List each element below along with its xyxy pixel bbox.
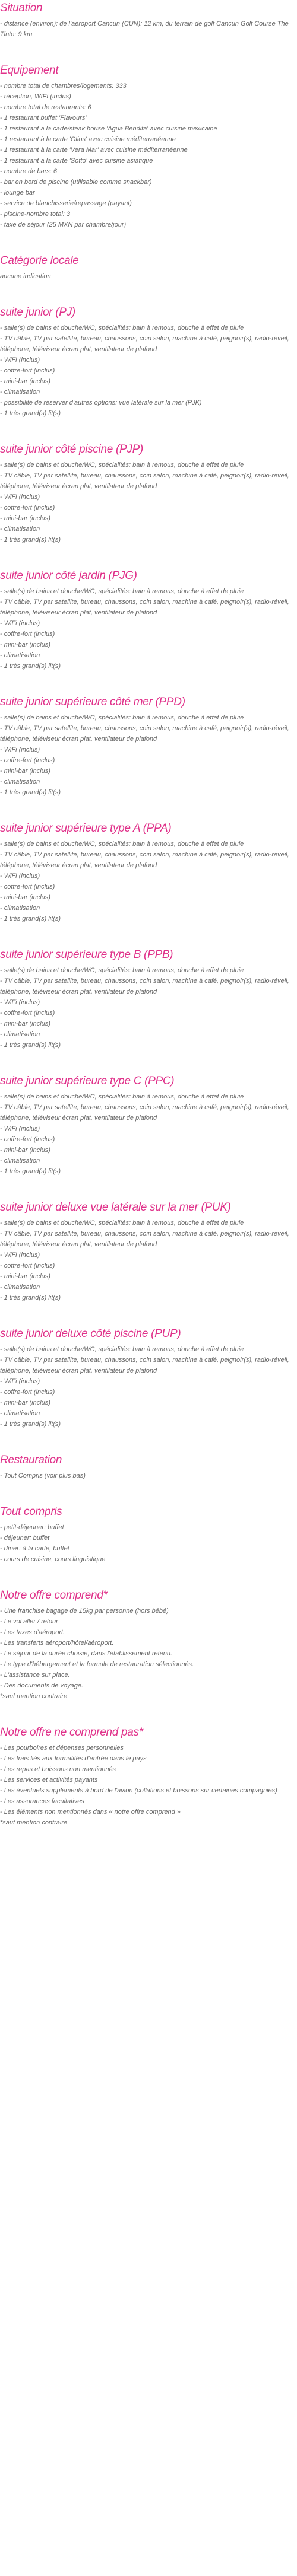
list-item: - 1 restaurant buffet 'Flavours' <box>0 114 87 122</box>
section-body <box>0 460 297 545</box>
list-item: - Une franchise bagage de 15kg par personne (hors bébé) <box>0 1607 169 1615</box>
section <box>0 1 297 40</box>
section-spacer <box>0 419 297 442</box>
list-item: - coffre-fort (inclus) <box>0 631 55 638</box>
list-item: - mini-bar (inclus) <box>0 1399 50 1406</box>
section-title: suite junior deluxe côté piscine (PUP) <box>0 1327 181 1340</box>
section-body <box>0 1470 297 1481</box>
list-item: - salle(s) de bains et douche/WC, spécialités: bain à remous, douche à effet de pluie <box>0 967 244 974</box>
list-item: - TV câble, TV par satellite, bureau, chaussons, coin salon, machine à café, peignoir(s), radio-réveil, téléphone, téléviseur écran plat, ventilateur de plafond <box>0 598 289 616</box>
section <box>0 1074 297 1177</box>
list-item: - bar en bord de piscine (utilisable comme snackbar) <box>0 179 152 186</box>
section-title: suite junior supérieure côté mer (PPD) <box>0 696 185 708</box>
list-item: - Le séjour de la durée choisie, dans l'établissement retenu. <box>0 1650 173 1657</box>
list-item: - TV câble, TV par satellite, bureau, chaussons, coin salon, machine à café, peignoir(s), radio-réveil, téléphone, téléviseur écran plat, ventilateur de plafond <box>0 725 289 743</box>
list-item: - WiFi (inclus) <box>0 493 40 501</box>
list-item: - 1 très grand(s) lit(s) <box>0 410 61 417</box>
list-item: - salle(s) de bains et douche/WC, spécialités: bain à remous, douche à effet de pluie <box>0 1219 244 1227</box>
section-title: Tout compris <box>0 1505 62 1518</box>
list-item: - nombre total de chambres/logements: 333 <box>0 82 127 90</box>
list-item: - TV câble, TV par satellite, bureau, chaussons, coin salon, machine à café, peignoir(s), radio-réveil, téléphone, téléviseur écran plat, ventilateur de plafond <box>0 1357 289 1374</box>
list-item: - possibilité de réserver d'autres options: vue latérale sur la mer (PJK) <box>0 399 202 406</box>
list-item: - 1 très grand(s) lit(s) <box>0 915 61 922</box>
list-item: - TV câble, TV par satellite, bureau, chaussons, coin salon, machine à café, peignoir(s), radio-réveil, téléphone, téléviseur écran plat, ventilateur de plafond <box>0 472 289 490</box>
list-item: - mini-bar (inclus) <box>0 768 50 775</box>
list-item: - Tout Compris (voir plus bas) <box>0 1472 86 1479</box>
list-item: - 1 très grand(s) lit(s) <box>0 1168 61 1175</box>
section-body <box>0 1091 297 1177</box>
list-item: - WiFi (inclus) <box>0 1125 40 1132</box>
section-title: suite junior supérieure type C (PPC) <box>0 1075 175 1087</box>
list-item: - Les éléments non mentionnés dans « notre offre comprend » <box>0 1808 181 1816</box>
list-item: - Le type d'hébergement et la formule de restauration sélectionnés. <box>0 1661 194 1668</box>
section <box>0 569 297 671</box>
section-spacer <box>0 1702 297 1725</box>
list-item: - climatisation <box>0 778 40 785</box>
section-spacer <box>0 1303 297 1327</box>
list-item: - coffre-fort (inclus) <box>0 504 55 511</box>
list-item: - 1 restaurant à la carte/steak house 'Agua Bendita' avec cuisine mexicaine <box>0 125 217 132</box>
section-body <box>0 271 297 282</box>
list-item: - WiFi (inclus) <box>0 999 40 1006</box>
section <box>0 1201 297 1303</box>
section-spacer <box>0 230 297 254</box>
list-item: - taxe de séjour (25 MXN par chambre/jour) <box>0 221 127 228</box>
list-item: - coffre-fort (inclus) <box>0 883 55 890</box>
section-body <box>0 323 297 419</box>
list-item: - petit-déjeuner: buffet <box>0 1524 64 1531</box>
list-item: - 1 restaurant à la carte 'Olios' avec cuisine méditerranéenne <box>0 136 176 143</box>
section <box>0 254 297 282</box>
list-item: - climatisation <box>0 652 40 659</box>
list-item: - L'assistance sur place. <box>0 1671 70 1679</box>
section-title: Notre offre ne comprend pas* <box>0 1726 143 1738</box>
list-item: - Les éventuels suppléments à bord de l'avion (collations et boissons sur certaines compagnies) <box>0 1787 277 1794</box>
list-item: - climatisation <box>0 905 40 912</box>
list-item: - 1 très grand(s) lit(s) <box>0 536 61 543</box>
list-item: - salle(s) de bains et douche/WC, spécialités: bain à remous, douche à effet de pluie <box>0 324 244 332</box>
list-item: - Les assurances facultatives <box>0 1798 84 1805</box>
list-item: - Les pourboires et dépenses personnelles <box>0 1744 124 1752</box>
list-item: - mini-bar (inclus) <box>0 1273 50 1280</box>
list-item: - TV câble, TV par satellite, bureau, chaussons, coin salon, machine à café, peignoir(s), radio-réveil, téléphone, téléviseur écran plat, ventilateur de plafond <box>0 335 289 353</box>
list-item: - 1 très grand(s) lit(s) <box>0 663 61 670</box>
list-item: - 1 très grand(s) lit(s) <box>0 1042 61 1049</box>
section-title: suite junior supérieure type A (PPA) <box>0 822 172 835</box>
list-item: - mini-bar (inclus) <box>0 641 50 648</box>
section-spacer <box>0 1050 297 1074</box>
list-item: - WiFi (inclus) <box>0 873 40 880</box>
section <box>0 1725 297 1828</box>
list-item: - mini-bar (inclus) <box>0 515 50 522</box>
section-body <box>0 586 297 671</box>
section-spacer <box>0 40 297 63</box>
section-spacer <box>0 1481 297 1505</box>
list-item: - piscine-nombre total: 3 <box>0 211 70 218</box>
section-body <box>0 1218 297 1303</box>
section-spacer <box>0 545 297 569</box>
section <box>0 1453 297 1481</box>
section <box>0 695 297 798</box>
list-item: - 1 très grand(s) lit(s) <box>0 1294 61 1301</box>
list-item: - mini-bar (inclus) <box>0 894 50 901</box>
section-body <box>0 1606 297 1702</box>
list-item: - mini-bar (inclus) <box>0 1147 50 1154</box>
list-item: - climatisation <box>0 389 40 396</box>
list-item: - coffre-fort (inclus) <box>0 1389 55 1396</box>
list-item: - climatisation <box>0 1410 40 1417</box>
list-item: *sauf mention contraire <box>0 1693 68 1700</box>
section-title: Situation <box>0 2 43 14</box>
list-item: - coffre-fort (inclus) <box>0 1262 55 1269</box>
list-item: - climatisation <box>0 1157 40 1164</box>
list-item: - 1 restaurant à la carte 'Vera Mar' avec cuisine méditerranéenne <box>0 147 188 154</box>
section-title: Restauration <box>0 1454 62 1466</box>
list-item: - déjeuner: buffet <box>0 1534 50 1542</box>
section-title: Notre offre comprend* <box>0 1589 108 1601</box>
list-item: - service de blanchisserie/repassage (payant) <box>0 200 132 207</box>
list-item: - WiFi (inclus) <box>0 1378 40 1385</box>
list-item: - dîner: à la carte, buffet <box>0 1545 69 1552</box>
list-item: - coffre-fort (inclus) <box>0 1010 55 1017</box>
section-title: Catégorie locale <box>0 254 79 267</box>
section-body <box>0 1743 297 1828</box>
section-body <box>0 1344 297 1429</box>
list-item: - TV câble, TV par satellite, bureau, chaussons, coin salon, machine à café, peignoir(s), radio-réveil, téléphone, téléviseur écran plat, ventilateur de plafond <box>0 1104 289 1122</box>
list-item: - salle(s) de bains et douche/WC, spécialités: bain à remous, douche à effet de pluie <box>0 714 244 721</box>
list-item: - Le vol aller / retour <box>0 1618 58 1625</box>
section <box>0 63 297 230</box>
list-item: - salle(s) de bains et douche/WC, spécialités: bain à remous, douche à effet de pluie <box>0 588 244 595</box>
list-item: - Des documents de voyage. <box>0 1682 84 1689</box>
list-item: - 1 très grand(s) lit(s) <box>0 789 61 796</box>
section <box>0 442 297 545</box>
list-item: - TV câble, TV par satellite, bureau, chaussons, coin salon, machine à café, peignoir(s), radio-réveil, téléphone, téléviseur écran plat, ventilateur de plafond <box>0 1230 289 1248</box>
section-body <box>0 18 297 40</box>
section-title: suite junior deluxe vue latérale sur la mer (PUK) <box>0 1201 231 1214</box>
section-title: suite junior (PJ) <box>0 306 75 319</box>
section-body <box>0 1522 297 1565</box>
list-item: - mini-bar (inclus) <box>0 1020 50 1027</box>
section <box>0 1327 297 1429</box>
list-item: - Les frais liés aux formalités d'entrée dans le pays <box>0 1755 147 1762</box>
section-body <box>0 839 297 924</box>
section-body <box>0 965 297 1050</box>
list-item: - réception, WIFI (inclus) <box>0 93 71 100</box>
section-spacer <box>0 1429 297 1453</box>
list-item: - salle(s) de bains et douche/WC, spécialités: bain à remous, douche à effet de pluie <box>0 461 244 469</box>
list-item: - coffre-fort (inclus) <box>0 1136 55 1143</box>
section <box>0 1588 297 1702</box>
list-item: - 1 restaurant à la carte 'Sotto' avec cuisine asiatique <box>0 157 153 164</box>
list-item: - climatisation <box>0 1031 40 1038</box>
list-item: - climatisation <box>0 1284 40 1291</box>
list-item: *sauf mention contraire <box>0 1819 68 1826</box>
section-title: suite junior supérieure type B (PPB) <box>0 948 173 961</box>
section-body <box>0 712 297 798</box>
list-item: - coffre-fort (inclus) <box>0 367 55 374</box>
list-item: - TV câble, TV par satellite, bureau, chaussons, coin salon, machine à café, peignoir(s), radio-réveil, téléphone, téléviseur écran plat, ventilateur de plafond <box>0 851 289 869</box>
section-spacer <box>0 798 297 821</box>
section-spacer <box>0 924 297 948</box>
section <box>0 821 297 924</box>
list-item: - Les repas et boissons non mentionnés <box>0 1766 116 1773</box>
list-item: - nombre de bars: 6 <box>0 168 57 175</box>
list-item: - distance (environ): de l'aéroport Cancun (CUN): 12 km, du terrain de golf Cancun Golf Course The Tinto: 9 km <box>0 20 289 38</box>
section-spacer <box>0 282 297 305</box>
list-item: - WiFi (inclus) <box>0 1252 40 1259</box>
list-item: - cours de cuisine, cours linguistique <box>0 1556 106 1563</box>
list-item: - salle(s) de bains et douche/WC, spécialités: bain à remous, douche à effet de pluie <box>0 1093 244 1100</box>
section-title: Equipement <box>0 64 59 77</box>
section-spacer <box>0 671 297 695</box>
section-title: suite junior côté piscine (PJP) <box>0 443 143 456</box>
list-item: - nombre total de restaurants: 6 <box>0 104 91 111</box>
list-item: - Les services et activités payants <box>0 1776 98 1784</box>
section-spacer <box>0 1177 297 1201</box>
list-item: - Les taxes d'aéroport. <box>0 1629 65 1636</box>
list-item: - climatisation <box>0 526 40 533</box>
section-title: suite junior côté jardin (PJG) <box>0 569 137 582</box>
list-item: - 1 très grand(s) lit(s) <box>0 1421 61 1428</box>
list-item: aucune indication <box>0 273 51 280</box>
list-item: - salle(s) de bains et douche/WC, spécialités: bain à remous, douche à effet de pluie <box>0 1346 244 1353</box>
list-item: - mini-bar (inclus) <box>0 378 50 385</box>
list-item: - coffre-fort (inclus) <box>0 757 55 764</box>
list-item: - lounge bar <box>0 189 35 196</box>
list-item: - salle(s) de bains et douche/WC, spécialités: bain à remous, douche à effet de pluie <box>0 840 244 848</box>
list-item: - WiFi (inclus) <box>0 620 40 627</box>
section-spacer <box>0 1565 297 1588</box>
section <box>0 1505 297 1565</box>
section <box>0 948 297 1050</box>
list-item: - WiFi (inclus) <box>0 746 40 753</box>
list-item: - WiFi (inclus) <box>0 356 40 364</box>
section-body <box>0 81 297 230</box>
section <box>0 305 297 419</box>
list-item: - TV câble, TV par satellite, bureau, chaussons, coin salon, machine à café, peignoir(s), radio-réveil, téléphone, téléviseur écran plat, ventilateur de plafond <box>0 977 289 995</box>
list-item: - Les transferts aéroport/hôtel/aéroport. <box>0 1639 114 1647</box>
